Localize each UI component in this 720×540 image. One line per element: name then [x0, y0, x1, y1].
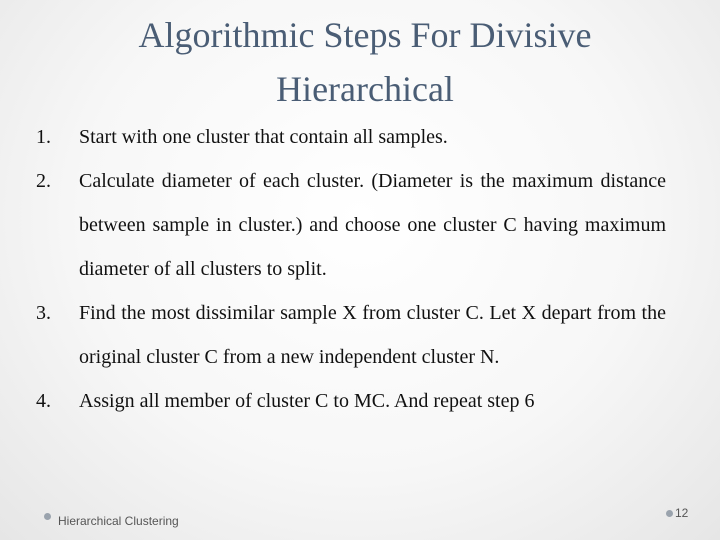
step-number: 1. — [36, 126, 51, 148]
page-bullet-icon — [666, 510, 673, 517]
steps-list — [36, 115, 666, 423]
step-number: 4. — [36, 390, 51, 412]
step-text: Assign all member of cluster C to MC. And repeat step 6 — [79, 390, 535, 412]
list-item — [36, 115, 666, 159]
step-number: 2. — [36, 170, 51, 192]
step-text: Find the most dissimilar sample X from cluster C. Let X depart from the original cluster C from a new independent cluster N. — [79, 302, 666, 368]
step-text: Start with one cluster that contain all samples. — [79, 126, 448, 148]
list-item — [36, 291, 666, 379]
footer-label: Hierarchical Clustering — [58, 514, 179, 528]
page-number: 12 — [675, 506, 689, 520]
list-item — [36, 159, 666, 291]
footer-bullet-icon — [44, 513, 51, 520]
slide-title: Algorithmic Steps For Divisive Hierarchical — [138, 15, 592, 109]
step-number: 3. — [36, 302, 51, 324]
step-text: Calculate diameter of each cluster. (Diameter is the maximum distance between sample in cluster.) and choose one cluster C having maximum diameter of all clusters to split. — [79, 170, 666, 280]
list-item — [36, 379, 666, 423]
